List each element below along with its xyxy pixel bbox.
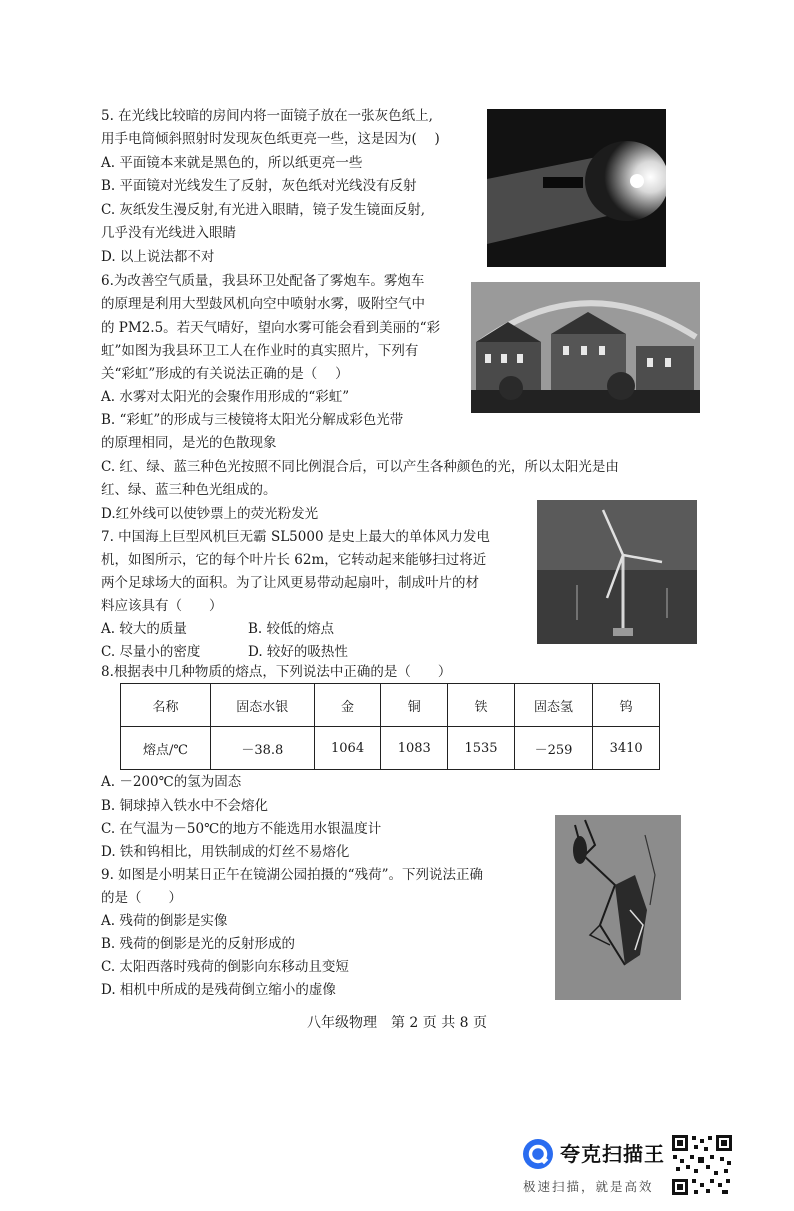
q7-option-d: D. 较好的吸热性 — [248, 644, 348, 660]
table-cell: 钨 — [593, 684, 660, 727]
flashlight-mirror-photo — [487, 109, 666, 267]
scanner-slogan: 极速扫描，就是高效 — [523, 1179, 654, 1194]
quark-logo-icon — [521, 1137, 555, 1171]
scanner-brand-name: 夸克扫描王 — [560, 1142, 665, 1166]
table-cell: 铁 — [448, 684, 515, 727]
q6-option-d: D.红外线可以使钞票上的荧光粉发光 — [101, 506, 319, 522]
table-cell: 固态水银 — [210, 684, 314, 727]
q9-option-c: C. 太阳西落时残荷的倒影向东移动且变短 — [101, 959, 349, 975]
q5-option-d: D. 以上说法都不对 — [101, 249, 215, 265]
table-cell: 1535 — [448, 727, 515, 770]
q6-option-c-line-2: 红、绿、蓝三种色光组成的。 — [101, 482, 277, 498]
fog-cannon-rainbow-photo — [471, 282, 700, 413]
q8-option-b: B. 铜球掉入铁水中不会熔化 — [101, 798, 269, 814]
q9-stem-line-1: 9. 如图是小明某日正午在镜湖公园拍摄的“残荷”。下列说法正确 — [101, 867, 483, 883]
table-cell: －38.8 — [210, 727, 314, 770]
table-cell: －259 — [514, 727, 592, 770]
q5-option-a: A. 平面镜本来就是黑色的，所以纸更亮一些 — [101, 155, 363, 171]
q5-stem-line-1: 5. 在光线比较暗的房间内将一面镜子放在一张灰色纸上, — [101, 108, 433, 124]
melting-point-table — [120, 683, 660, 770]
q6-option-a: A. 水雾对太阳光的会聚作用形成的“彩虹” — [101, 389, 350, 405]
q7-option-c: C. 尽量小的密度 — [101, 644, 201, 660]
table-cell: 3410 — [593, 727, 660, 770]
table-cell: 金 — [314, 684, 381, 727]
q5-option-b: B. 平面镜对光线发生了反射，灰色纸对光线没有反射 — [101, 178, 417, 194]
q9-option-b: B. 残荷的倒影是光的反射形成的 — [101, 936, 296, 952]
q6-stem-line-2: 的原理是利用大型鼓风机向空中喷射水雾，吸附空气中 — [101, 296, 425, 312]
q6-option-b-line-1: B. “彩虹”的形成与三棱镜将太阳光分解成彩色光带 — [101, 412, 404, 428]
page-footer: 八年级物理 第 2 页 共 8 页 — [306, 1015, 488, 1031]
q5-stem-line-2: 用手电筒倾斜照射时发现灰色纸更亮一些，这是因为( ) — [101, 131, 440, 147]
q7-option-a: A. 较大的质量 — [101, 621, 187, 637]
table-cell: 铜 — [381, 684, 448, 727]
table-cell: 熔点/℃ — [121, 727, 211, 770]
table-cell: 固态氢 — [514, 684, 592, 727]
q7-stem-line-1: 7. 中国海上巨型风机巨无霸 SL5000 是史上最大的单体风力发电 — [101, 529, 490, 545]
q8-stem: 8.根据表中几种物质的熔点，下列说法中正确的是（ ） — [101, 664, 452, 680]
offshore-wind-turbine-photo — [537, 500, 697, 644]
withered-lotus-photo — [555, 815, 681, 1000]
q8-option-a: A. －200℃的氢为固态 — [101, 774, 242, 790]
q6-stem-line-1: 6.为改善空气质量，我县环卫处配备了雾炮车。雾炮车 — [101, 273, 425, 289]
q7-stem-line-3: 两个足球场大的面积。为了让风更易带动起扇叶，制成叶片的材 — [101, 575, 479, 591]
q7-stem-line-4: 料应该具有（ ） — [101, 598, 223, 614]
q9-option-a: A. 残荷的倒影是实像 — [101, 913, 228, 929]
table-row-names — [121, 684, 660, 727]
q6-option-c-line-1: C. 红、绿、蓝三种色光按照不同比例混合后，可以产生各种颜色的光，所以太阳光是由 — [101, 459, 619, 475]
q9-stem-line-2: 的是（ ） — [101, 890, 182, 906]
q8-option-c: C. 在气温为－50℃的地方不能选用水银温度计 — [101, 821, 382, 837]
q9-option-d: D. 相机中所成的是残荷倒立缩小的虚像 — [101, 982, 336, 998]
q6-stem-line-5: 关“彩虹”形成的有关说法正确的是（ ） — [101, 366, 349, 382]
q5-option-c-line-2: 几乎没有光线进入眼睛 — [101, 225, 236, 241]
table-row-melting-points — [121, 727, 660, 770]
q8-option-d: D. 铁和钨相比，用铁制成的灯丝不易熔化 — [101, 844, 350, 860]
q7-stem-line-2: 机，如图所示，它的每个叶片长 62m，它转动起来能够扫过将近 — [101, 552, 487, 568]
qr-code-icon — [670, 1133, 734, 1197]
table-cell: 1064 — [314, 727, 381, 770]
q7-option-b: B. 较低的熔点 — [248, 621, 335, 637]
table-cell: 1083 — [381, 727, 448, 770]
q5-option-c-line-1: C. 灰纸发生漫反射,有光进入眼睛，镜子发生镜面反射, — [101, 202, 426, 218]
q6-stem-line-4: 虹”如图为我县环卫工人在作业时的真实照片，下列有 — [101, 343, 419, 359]
q6-option-b-line-2: 的原理相同，是光的色散现象 — [101, 435, 277, 451]
q6-stem-line-3: 的 PM2.5。若天气晴好，望向水雾可能会看到美丽的“彩 — [101, 320, 441, 336]
table-cell: 名称 — [121, 684, 211, 727]
